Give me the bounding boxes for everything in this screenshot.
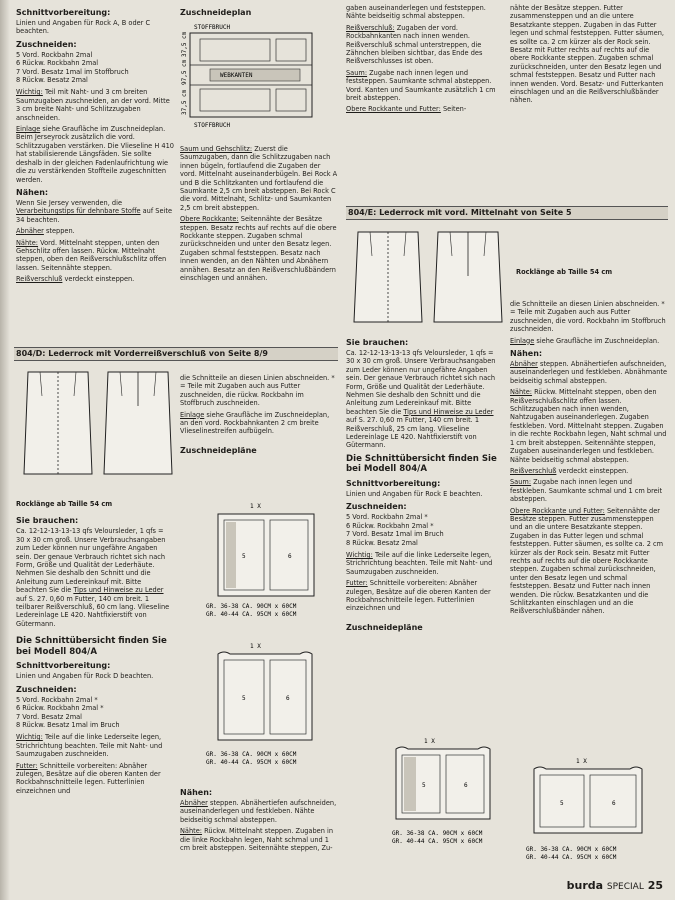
section-d-title: 804/D: Lederrock mit Vorderreißverschluß von Seite 8/9: [14, 347, 338, 361]
column-3-middle: [346, 334, 502, 734]
text: Zugabe nach innen legen und festkleben. Saumkante schmal und 1 cm breit absteppen.: [510, 478, 663, 504]
text: [16, 527, 174, 628]
section-e-title: 804/E: Lederrock mit vord. Mittelnaht von Seite 5: [346, 206, 668, 220]
text: [346, 579, 502, 613]
label: Abnäher: [510, 360, 538, 369]
cut-item: 5 Vord. Rockbahn 2mal *: [346, 513, 428, 522]
text: Seiten-: [440, 105, 467, 114]
label: Reißverschluß: [510, 466, 557, 475]
text: [16, 199, 174, 224]
cut-item: 8 Rückw. Besatz 1mal im Bruch: [16, 720, 120, 729]
piece-number: 6: [288, 553, 292, 560]
quantity-label: 1 X: [576, 758, 587, 765]
quantity-label: 1 X: [424, 738, 435, 745]
link-text: Tips und Hinweise zu Leder: [403, 407, 494, 416]
label: Saum:: [346, 68, 368, 77]
heading-zuschneiden: Zuschneiden:: [346, 502, 407, 512]
text: [16, 275, 174, 283]
heading-zuschneiden: Zuschneiden:: [16, 684, 77, 694]
text: [16, 762, 174, 796]
cutting-plan-diagram: [180, 19, 338, 131]
text: Schnitteile vorbereiten: Abnäher zulegen, Besätze auf die oberen Kanten der Rockbahnschnitteile legen. Futterlinien einzeichnen und: [16, 761, 161, 795]
page-footer: [567, 879, 663, 892]
cutting-plan-d-2: [200, 640, 330, 770]
text: Zugaben der vord. Rockbahnkanten nach innen wenden. Reißverschluß schmal unterstreppen, die Zähnchen bleiben sichtbar, das Ende des Reißverschlusses ist oben.: [346, 23, 483, 66]
overview-note: Die Schnittübersicht finden Sie bei Modell 804/A: [346, 453, 497, 475]
column-4-top: [510, 4, 668, 149]
text: Teile auf die linke Lederseite legen, Strichrichtung beachten. Teile mit Naht- und Saumzugaben zuschneiden.: [346, 550, 493, 576]
skirt-e-illustration: [350, 226, 508, 331]
text: auf S. 27. 0,60 m Futter, 140 cm breit. 1 Reißverschluß, 25 cm lang. Vlieseline Ledereinlage LE 420. Nahtfixierstift von Gütermann.: [346, 416, 480, 450]
label: Wichtig:: [16, 88, 43, 97]
text: [16, 88, 174, 122]
text: die Schnitteile an diesen Linien abschneiden. * = Teile mit Zugaben auch aus Futter zuschneiden, die rückw. Rockbahn im Stoffbruch zuschneiden.: [180, 374, 335, 408]
text: Rückw. Mittelnaht steppen. Zugaben in die linke Rockbahn legen, Naht schmal und 1 cm breit absteppen. Seitennähte steppen, Zu-: [180, 827, 334, 853]
size-label: GR. 40-44 CA. 95CM x 60CM: [206, 611, 297, 618]
column-4-middle: [510, 300, 668, 750]
label: Nähte:: [180, 827, 203, 836]
heading-zuschneideplaene: Zuschneidepläne: [346, 622, 423, 632]
text: Zuerst die Saumzugaben, dann die Schlitzzugaben nach innen bügeln, fortlaufend die Zugaben der vord. Mittelnaht auseinanderbügeln. Bei Rock A und B die Schlitzkanten und fortlaufend die Saumkante 2,5 cm breit absteppen. Bei Rock C die vord. Mittelnaht, Schlitz- und Saumkanten 2,5 cm breit absteppen.: [180, 145, 338, 212]
text: Vord. Mittelnaht steppen, unten den Gehschlitz offen lassen. Rückw. Mittelnaht steppen, oben den Reißverschlußschlitz offen lassen. Seitennähte steppen.: [16, 238, 167, 272]
link-text: Verarbeitungstips für dehnbare Stoffe: [16, 207, 141, 216]
page-number: 25: [647, 879, 663, 892]
text: nähte der Besätze steppen. Futter zusammensteppen und an die untere Besatzkante steppen. Zugaben in das Futter legen und schmal feststeppen. Futter säumen, es sollte ca. 2 cm kürzer als der Rock sein. Besatz mit Futter rechts auf rechts auf die obere Rockkante steppen. Zugaben schmal zurückschneiden, unter den Besatz legen und schmal feststeppen. Besatz und Futter nach innen wenden. Vord. Besatz- und Futterkanten einschlagen und an die Reißverschlußbänder nähen.: [510, 4, 665, 105]
label: Obere Rockkante:: [180, 215, 239, 224]
text: Linien und Angaben für Rock A, B oder C beachten.: [16, 19, 151, 36]
text: siehe Graufläche im Zuschneideplan. Beim Jerseyrock zusätzlich die vord. Schlitzzugaben verstärken. Die Vlieseline H 410 hat stabilisierende Längsfäden. Sie sollte deshalb in der gleichen Fadenlaufrichtung wie die zu verstärkenden Stoffteile zugeschnitten werden.: [16, 125, 174, 184]
size-label: GR. 36-38 CA. 90CM x 60CM: [206, 603, 297, 610]
label: Futter:: [346, 579, 368, 588]
text: Zugabe nach innen legen und feststeppen. Saumkante schmal absteppen. Vord. Kanten und Saumkante zusätzlich 1 cm breit absteppen.: [346, 68, 496, 103]
text: Teile auf die linke Lederseite legen, Strichrichtung beachten. Teile mit Naht- und Saumzugaben zuschneiden.: [16, 733, 163, 759]
heading-schnittvorbereitung: Schnittvorbereitung:: [16, 661, 111, 671]
size-label: GR. 36-38 CA. 90CM x 60CM: [206, 751, 297, 758]
brand-logo: burda: [566, 879, 604, 892]
text: Linien und Angaben für Rock D beachten.: [16, 672, 154, 681]
text: gaben auseinanderlegen und feststeppen. Nähte beidseitig schmal absteppen.: [346, 4, 486, 21]
heading-zuschneideplaene: Zuschneidepläne: [180, 445, 257, 455]
text: [16, 733, 174, 758]
dimension-label: 37,5 cm: [181, 89, 188, 115]
length-label-e: Rocklänge ab Taille 54 cm: [516, 268, 613, 276]
label: Nähte:: [510, 388, 533, 397]
text: Schnitteile vorbereiten: Abnäher zulegen, Besätze auf die oberen Kanten der Rockbahnschnitteile legen. Futterlinien einzeichnen und: [346, 579, 491, 613]
label: Wichtig:: [346, 550, 373, 559]
text: steppen.: [43, 227, 75, 236]
label: Abnäher: [180, 799, 208, 807]
text: auf Seite 34 beachten.: [16, 207, 172, 224]
column-2-top: [180, 4, 338, 334]
text: steppen. Abnähertiefen aufschneiden, auseinanderlegen und festkleben. Abnähmante beidseitig schmal absteppen.: [510, 360, 668, 385]
heading-naehen: Nähen:: [510, 349, 543, 359]
cut-item: 7 Vord. Besatz 2mal: [16, 712, 82, 721]
dimension-label: 37,5 cm: [181, 31, 188, 57]
piece-number: 6: [286, 695, 290, 702]
text: [346, 349, 502, 450]
piece-number: 5: [242, 695, 246, 702]
size-label: GR. 36-38 CA. 90CM x 60CM: [392, 830, 483, 837]
label: Futter:: [16, 761, 38, 770]
cut-item: 8 Rückw. Besatz 2mal: [346, 538, 418, 547]
text: [180, 411, 338, 436]
stoffbruch-label: STOFFBRUCH: [194, 24, 231, 31]
text: [510, 337, 668, 345]
cutting-plan-e-2: [520, 755, 660, 865]
text: [180, 827, 338, 852]
brand-special: SPECIAL: [606, 882, 644, 892]
stoffbruch-label: STOFFBRUCH: [194, 122, 231, 129]
cut-item: 5 Vord. Rockbahn 2mal: [16, 50, 93, 59]
size-label: GR. 36-38 CA. 90CM x 60CM: [526, 846, 617, 853]
label: Einlage: [510, 336, 535, 345]
heading-zuschneiden: Zuschneiden:: [16, 39, 77, 49]
text: steppen. Abnähertiefen aufschneiden, auseinanderlegen und festkleben. Nähte beidseitig schmal absteppen.: [180, 799, 337, 824]
cut-item: 8 Rückw. Besatz 2mal: [16, 76, 88, 85]
text: [346, 105, 502, 113]
column-1-top: [16, 4, 174, 344]
text: verdeckt einsteppen.: [62, 275, 135, 284]
text: [346, 551, 502, 576]
text: [180, 799, 338, 824]
text: Ca. 12-12-13-13-13 qfs Veloursleder, 1 qfs = 30 x 30 cm groß. Unsere Verbrauchsangaben zum Leder können nur ungefähre Angaben sein. Der genaue Verbrauch richtet sich nach Form, Größe und Qualität der Lederhäute. Nehmen Sie deshalb den Schnitt und die Anleitung zum Ledereinkauf mit. Bitte beachten Sie die: [16, 527, 166, 595]
column-2-footer-text: [180, 784, 338, 890]
piece-number: 5: [560, 800, 564, 807]
label: Reißverschluß: [16, 275, 63, 284]
label: Einlage: [16, 125, 41, 134]
text: Ca. 12-12-13-13-13 qfs Veloursleder, 1 qfs = 30 x 30 cm groß. Unsere Verbrauchsangaben zum Leder können nur ungefähre Angaben sein. Der genaue Verbrauch richtet sich nach Form, Größe und Qualität der Lederhäute. Nehmen Sie deshalb den Schnitt und die Anleitung zum Ledereinkauf mit. Bitte beachten Sie die: [346, 349, 496, 416]
heading-zuschneideplan: Zuschneideplan: [180, 8, 252, 17]
text: Wenn Sie Jersey verwenden, die: [16, 198, 123, 207]
text: [346, 69, 502, 103]
heading-sie-brauchen: Sie brauchen:: [346, 338, 409, 347]
label: Saum:: [510, 478, 532, 487]
label: Saum und Gehschlitz:: [180, 145, 253, 153]
piece-number: 6: [612, 800, 616, 807]
text: siehe Graufläche im Zuschneideplan.: [534, 336, 660, 345]
cut-item: 6 Rückw. Rockbahn 2mal: [16, 59, 99, 68]
heading-schnittvorbereitung: Schnittvorbereitung:: [346, 478, 441, 488]
label: Reißverschluß:: [346, 23, 395, 32]
text: Teil mit Naht- und 3 cm breiten Saumzugaben zuschneiden, an der vord. Mitte 3 cm breite Naht- und Schlitzzugaben anschneiden.: [16, 88, 170, 122]
size-label: GR. 40-44 CA. 95CM x 60CM: [526, 854, 617, 861]
text: [510, 388, 668, 464]
text: [16, 227, 174, 235]
dimension-label: 97,5 cm: [181, 59, 188, 85]
piece-number: 5: [242, 553, 246, 560]
text: Seitennähte der Besätze steppen. Besatz rechts auf rechts auf die obere Rockkante steppen. Zugaben schmal zurückschneiden und unter den Besatz legen. Zugaben schmal feststeppen. Besatz nach innen wenden, an den Nähten und Abnähern annähen. Besatz an den Reißverschlußbändern einschlagen und annähen.: [180, 215, 337, 283]
page-spine-shadow: [0, 0, 10, 900]
text: [16, 125, 174, 184]
text: [510, 467, 668, 475]
text: die Schnitteile an diesen Linien abschneiden. * = Teile mit Zugaben auch aus Futter zuschneiden, die vord. Rockbahn im Stoffbruch zuschneiden.: [510, 300, 666, 334]
cut-item: 6 Rückw. Rockbahn 2mal *: [16, 704, 104, 713]
quantity-label: 1 X: [250, 503, 261, 510]
text: [510, 478, 668, 503]
link-text: Tips und Hinweise zu Leder: [73, 586, 164, 595]
size-label: GR. 40-44 CA. 95CM x 60CM: [206, 759, 297, 766]
label: Obere Rockkante und Futter:: [346, 105, 441, 114]
heading-naehen: Nähen:: [180, 788, 213, 797]
text: [180, 215, 338, 282]
text: Seitennähte der Besätze steppen. Futter zusammensteppen und an die untere Besatzkante steppen. Zugaben in das Futter legen und schmal feststeppen. Futter säumen, es sollte ca. 2 cm kürzer als der Rock sein. Besatz mit Futter rechts auf rechts auf die obere Rockkante steppen. Zugaben schmal zurückschneiden, unter den Besatz legen und schmal feststeppen. Besatz und Futter nach innen wenden. Die rückw. Besatzkanten und die Schlitzkanten einschlagen und an die Reißverschlußbänder nähen.: [510, 506, 664, 616]
text: verdeckt einsteppen.: [556, 466, 629, 475]
text: [180, 145, 338, 212]
text: Linien und Angaben für Rock E beachten.: [346, 489, 483, 498]
heading-sie-brauchen: Sie brauchen:: [16, 516, 79, 526]
label: Obere Rockkante und Futter:: [510, 506, 605, 515]
cut-item: 6 Rückw. Rockbahn 2mal *: [346, 521, 434, 530]
text: [510, 360, 668, 385]
piece-number: 5: [422, 782, 426, 789]
skirt-d-illustration: [18, 366, 178, 486]
piece-number: 6: [464, 782, 468, 789]
cut-item: 7 Vord. Besatz 1mal im Stoffbruch: [16, 67, 129, 76]
length-label-d: Rocklänge ab Taille 54 cm: [16, 500, 113, 508]
webkanten-label: WEBKANTEN: [220, 72, 253, 79]
label: Wichtig:: [16, 733, 43, 742]
text: [510, 507, 668, 616]
cutting-plan-d-1: [200, 500, 330, 620]
text: [16, 239, 174, 273]
column-1-bottom: [16, 500, 174, 890]
label: Einlage: [180, 410, 205, 419]
label: Nähte:: [16, 238, 39, 247]
overview-note: Die Schnittübersicht finden Sie bei Modell 804/A: [16, 636, 167, 657]
heading-schnittvorbereitung: Schnittvorbereitung:: [16, 8, 111, 17]
quantity-label: 1 X: [250, 643, 261, 650]
cut-item: 7 Vord. Besatz 1mal im Bruch: [346, 530, 444, 539]
heading-naehen: Nähen:: [16, 187, 49, 197]
cut-item: 5 Vord. Rockbahn 2mal *: [16, 695, 98, 704]
text: siehe Graufläche im Zuschneideplan, an den vord. Rockbahnkanten 2 cm breite Vlieselinestreifen aufbügeln.: [180, 410, 330, 436]
column-3-top: [346, 4, 502, 149]
text: [346, 24, 502, 66]
cutting-plan-e: [378, 735, 508, 850]
column-2-bottom: [180, 374, 338, 504]
text: Rückw. Mittelnaht steppen, oben den Reißverschlußschlitz offen lassen. Schlitzzugaben nach innen wenden, Nahtzugaben auseinanderlegen. Zugaben festkleben. Vord. Mittelnaht steppen. Zugaben in die rechte Rockbahn legen, Naht schmal und 1 cm breit absteppen. Seitennähte steppen, Zugaben auseinanderlegen und festkleben. Nähte beidseitig schmal absteppen.: [510, 388, 667, 464]
text: auf S. 27. 0,60 m Futter, 140 cm breit. 1 teilbarer Reißverschluß, 60 cm lang. Vlieseline Ledereinlage LE 420. Nahtfixierstift von Gütermann.: [16, 594, 170, 628]
size-label: GR. 40-44 CA. 95CM x 60CM: [392, 838, 483, 845]
label: Abnäher: [16, 227, 44, 236]
